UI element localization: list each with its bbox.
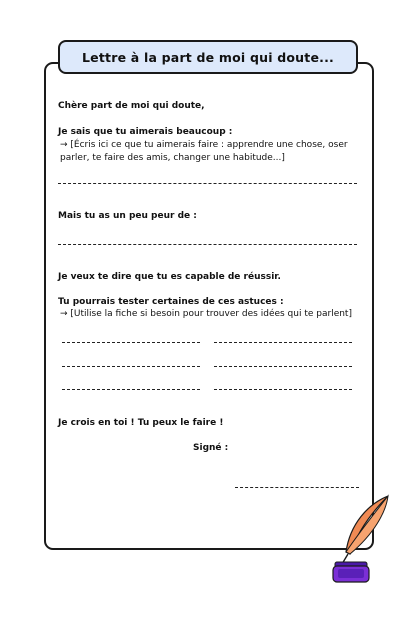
section-wishes-hint-line1: → [Écris ici ce que tu aimerais faire : apprendre une chose, oser xyxy=(60,140,348,150)
signature-line[interactable] xyxy=(235,487,359,488)
greeting: Chère part de moi qui doute, xyxy=(58,101,205,111)
tip-line-2-right[interactable] xyxy=(214,366,352,367)
page-title xyxy=(58,40,358,74)
quill-ink-icon xyxy=(328,494,398,584)
section-fears-heading: Mais tu as un peu peur de : xyxy=(58,211,197,221)
tip-line-1-left[interactable] xyxy=(62,342,200,343)
capable-statement: Je veux te dire que tu es capable de réussir. xyxy=(58,272,281,282)
tip-line-2-left[interactable] xyxy=(62,366,200,367)
page-title-text: Lettre à la part de moi qui doute... xyxy=(82,49,334,65)
answer-line-fears[interactable] xyxy=(58,244,357,245)
tip-line-1-right[interactable] xyxy=(214,342,352,343)
tip-line-3-right[interactable] xyxy=(214,389,352,390)
tip-line-3-left[interactable] xyxy=(62,389,200,390)
closing-text: Je crois en toi ! Tu peux le faire ! xyxy=(58,418,224,428)
section-tips-heading: Tu pourrais tester certaines de ces astuces : xyxy=(58,297,284,307)
signature-label: Signé : xyxy=(193,443,229,453)
answer-line-wishes[interactable] xyxy=(58,183,357,184)
section-tips-hint: → [Utilise la fiche si besoin pour trouver des idées qui te parlent] xyxy=(60,309,352,319)
section-wishes-heading: Je sais que tu aimerais beaucoup : xyxy=(58,127,233,137)
section-wishes-hint-line2: parler, te faire des amis, changer une habitude...] xyxy=(60,153,285,163)
